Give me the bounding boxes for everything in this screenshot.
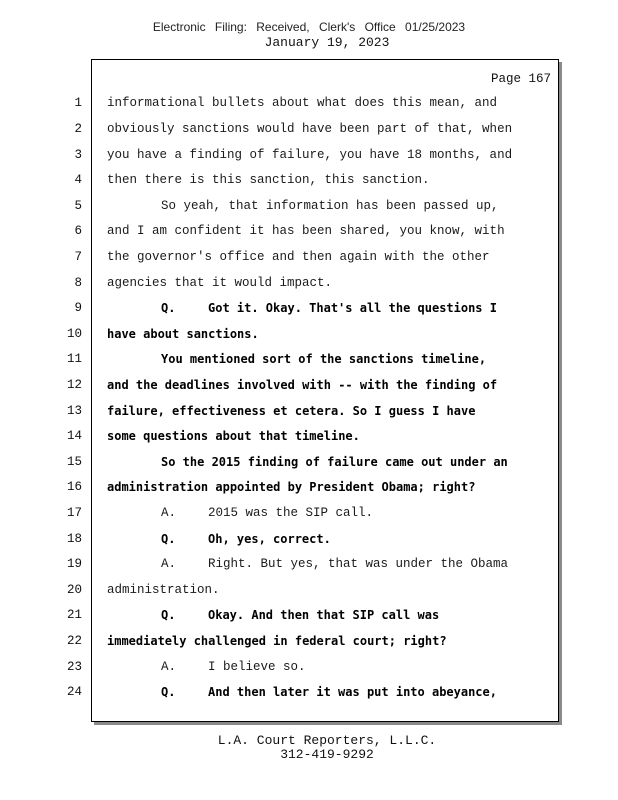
transcript-line — [107, 301, 547, 315]
line-number: 14 — [66, 429, 82, 443]
transcript-line — [107, 224, 547, 238]
line-text: And then later it was put into abeyance, — [208, 685, 497, 699]
transcript-line — [107, 455, 547, 469]
transcript-line — [107, 532, 547, 546]
efiling-stamp: Electronic Filing: Received, Clerk's Office 01/25/2023 — [152, 20, 466, 34]
transcript-line — [107, 608, 547, 622]
line-number: 8 — [74, 276, 82, 290]
transcript-line — [107, 660, 547, 674]
transcript-line — [107, 122, 547, 136]
line-text: obviously sanctions would have been part of that, when — [107, 122, 513, 136]
line-text: Oh, yes, correct. — [208, 532, 331, 546]
line-text: administration appointed by President Obama; right? — [107, 480, 476, 494]
line-text: administration. — [107, 583, 220, 597]
line-text: agencies that it would impact. — [107, 276, 333, 290]
transcript-line — [107, 352, 547, 366]
transcript-line — [107, 557, 547, 571]
line-text: then there is this sanction, this sanction. — [107, 173, 430, 187]
line-number: 17 — [66, 506, 82, 520]
line-number: 21 — [66, 608, 82, 622]
line-text: I believe so. — [208, 660, 306, 674]
transcript-line — [107, 173, 547, 187]
transcript-line — [107, 148, 547, 162]
line-number: 7 — [74, 250, 82, 264]
answer-marker: A. — [161, 660, 177, 674]
line-text: Right. But yes, that was under the Obama — [208, 557, 509, 571]
question-marker: Q. — [161, 685, 176, 699]
line-text: 2015 was the SIP call. — [208, 506, 374, 520]
line-text: have about sanctions. — [107, 327, 259, 341]
reporter-company: L.A. Court Reporters, L.L.C. — [217, 733, 437, 748]
transcript-line — [107, 404, 547, 418]
transcript-line — [107, 327, 547, 341]
line-number: 23 — [66, 660, 82, 674]
question-marker: Q. — [161, 608, 176, 622]
line-number: 2 — [74, 122, 82, 136]
line-number: 13 — [66, 404, 82, 418]
line-number: 11 — [66, 352, 82, 366]
transcript-line — [107, 634, 547, 648]
line-text: Got it. Okay. That's all the questions I — [208, 301, 497, 315]
transcript-line — [107, 429, 547, 443]
line-text: you have a finding of failure, you have 18 months, and — [107, 148, 513, 162]
transcript-line — [107, 276, 547, 290]
transcript-line — [107, 480, 547, 494]
line-text: and the deadlines involved with -- with the finding of — [107, 378, 498, 392]
line-number: 9 — [74, 301, 82, 315]
line-text: So yeah, that information has been passed up, — [161, 199, 499, 213]
line-number: 1 — [74, 96, 82, 110]
line-number: 3 — [74, 148, 82, 162]
line-number: 24 — [66, 685, 82, 699]
line-number: 6 — [74, 224, 82, 238]
line-number: 15 — [66, 455, 82, 469]
transcript-line — [107, 250, 547, 264]
line-text: immediately challenged in federal court; right? — [107, 634, 447, 648]
line-text: some questions about that timeline. — [107, 429, 360, 443]
line-text: So the 2015 finding of failure came out under an — [161, 455, 508, 469]
line-text: and I am confident it has been shared, you know, with — [107, 224, 505, 238]
transcript-line — [107, 506, 547, 520]
line-text: the governor's office and then again with the other — [107, 250, 490, 264]
line-number: 12 — [66, 378, 82, 392]
reporter-phone: 312-419-9292 — [280, 747, 374, 762]
transcript-line — [107, 685, 547, 699]
line-number: 22 — [66, 634, 82, 648]
line-text: Okay. And then that SIP call was — [208, 608, 440, 622]
line-number: 19 — [66, 557, 82, 571]
page-number: Page 167 — [490, 72, 551, 86]
transcript-date: January 19, 2023 — [264, 35, 390, 50]
transcript-line — [107, 199, 547, 213]
transcript-line — [107, 583, 547, 597]
line-text: informational bullets about what does this mean, and — [107, 96, 498, 110]
line-number: 10 — [66, 327, 82, 341]
line-number: 16 — [66, 480, 82, 494]
line-text: You mentioned sort of the sanctions timeline, — [161, 352, 487, 366]
answer-marker: A. — [161, 506, 177, 520]
transcript-line — [107, 96, 547, 110]
line-text: failure, effectiveness et cetera. So I guess I have — [107, 404, 476, 418]
answer-marker: A. — [161, 557, 177, 571]
transcript-line — [107, 378, 547, 392]
line-number: 4 — [74, 173, 82, 187]
line-number: 18 — [66, 532, 82, 546]
line-number: 20 — [66, 583, 82, 597]
question-marker: Q. — [161, 532, 176, 546]
line-number: 5 — [74, 199, 82, 213]
question-marker: Q. — [161, 301, 176, 315]
